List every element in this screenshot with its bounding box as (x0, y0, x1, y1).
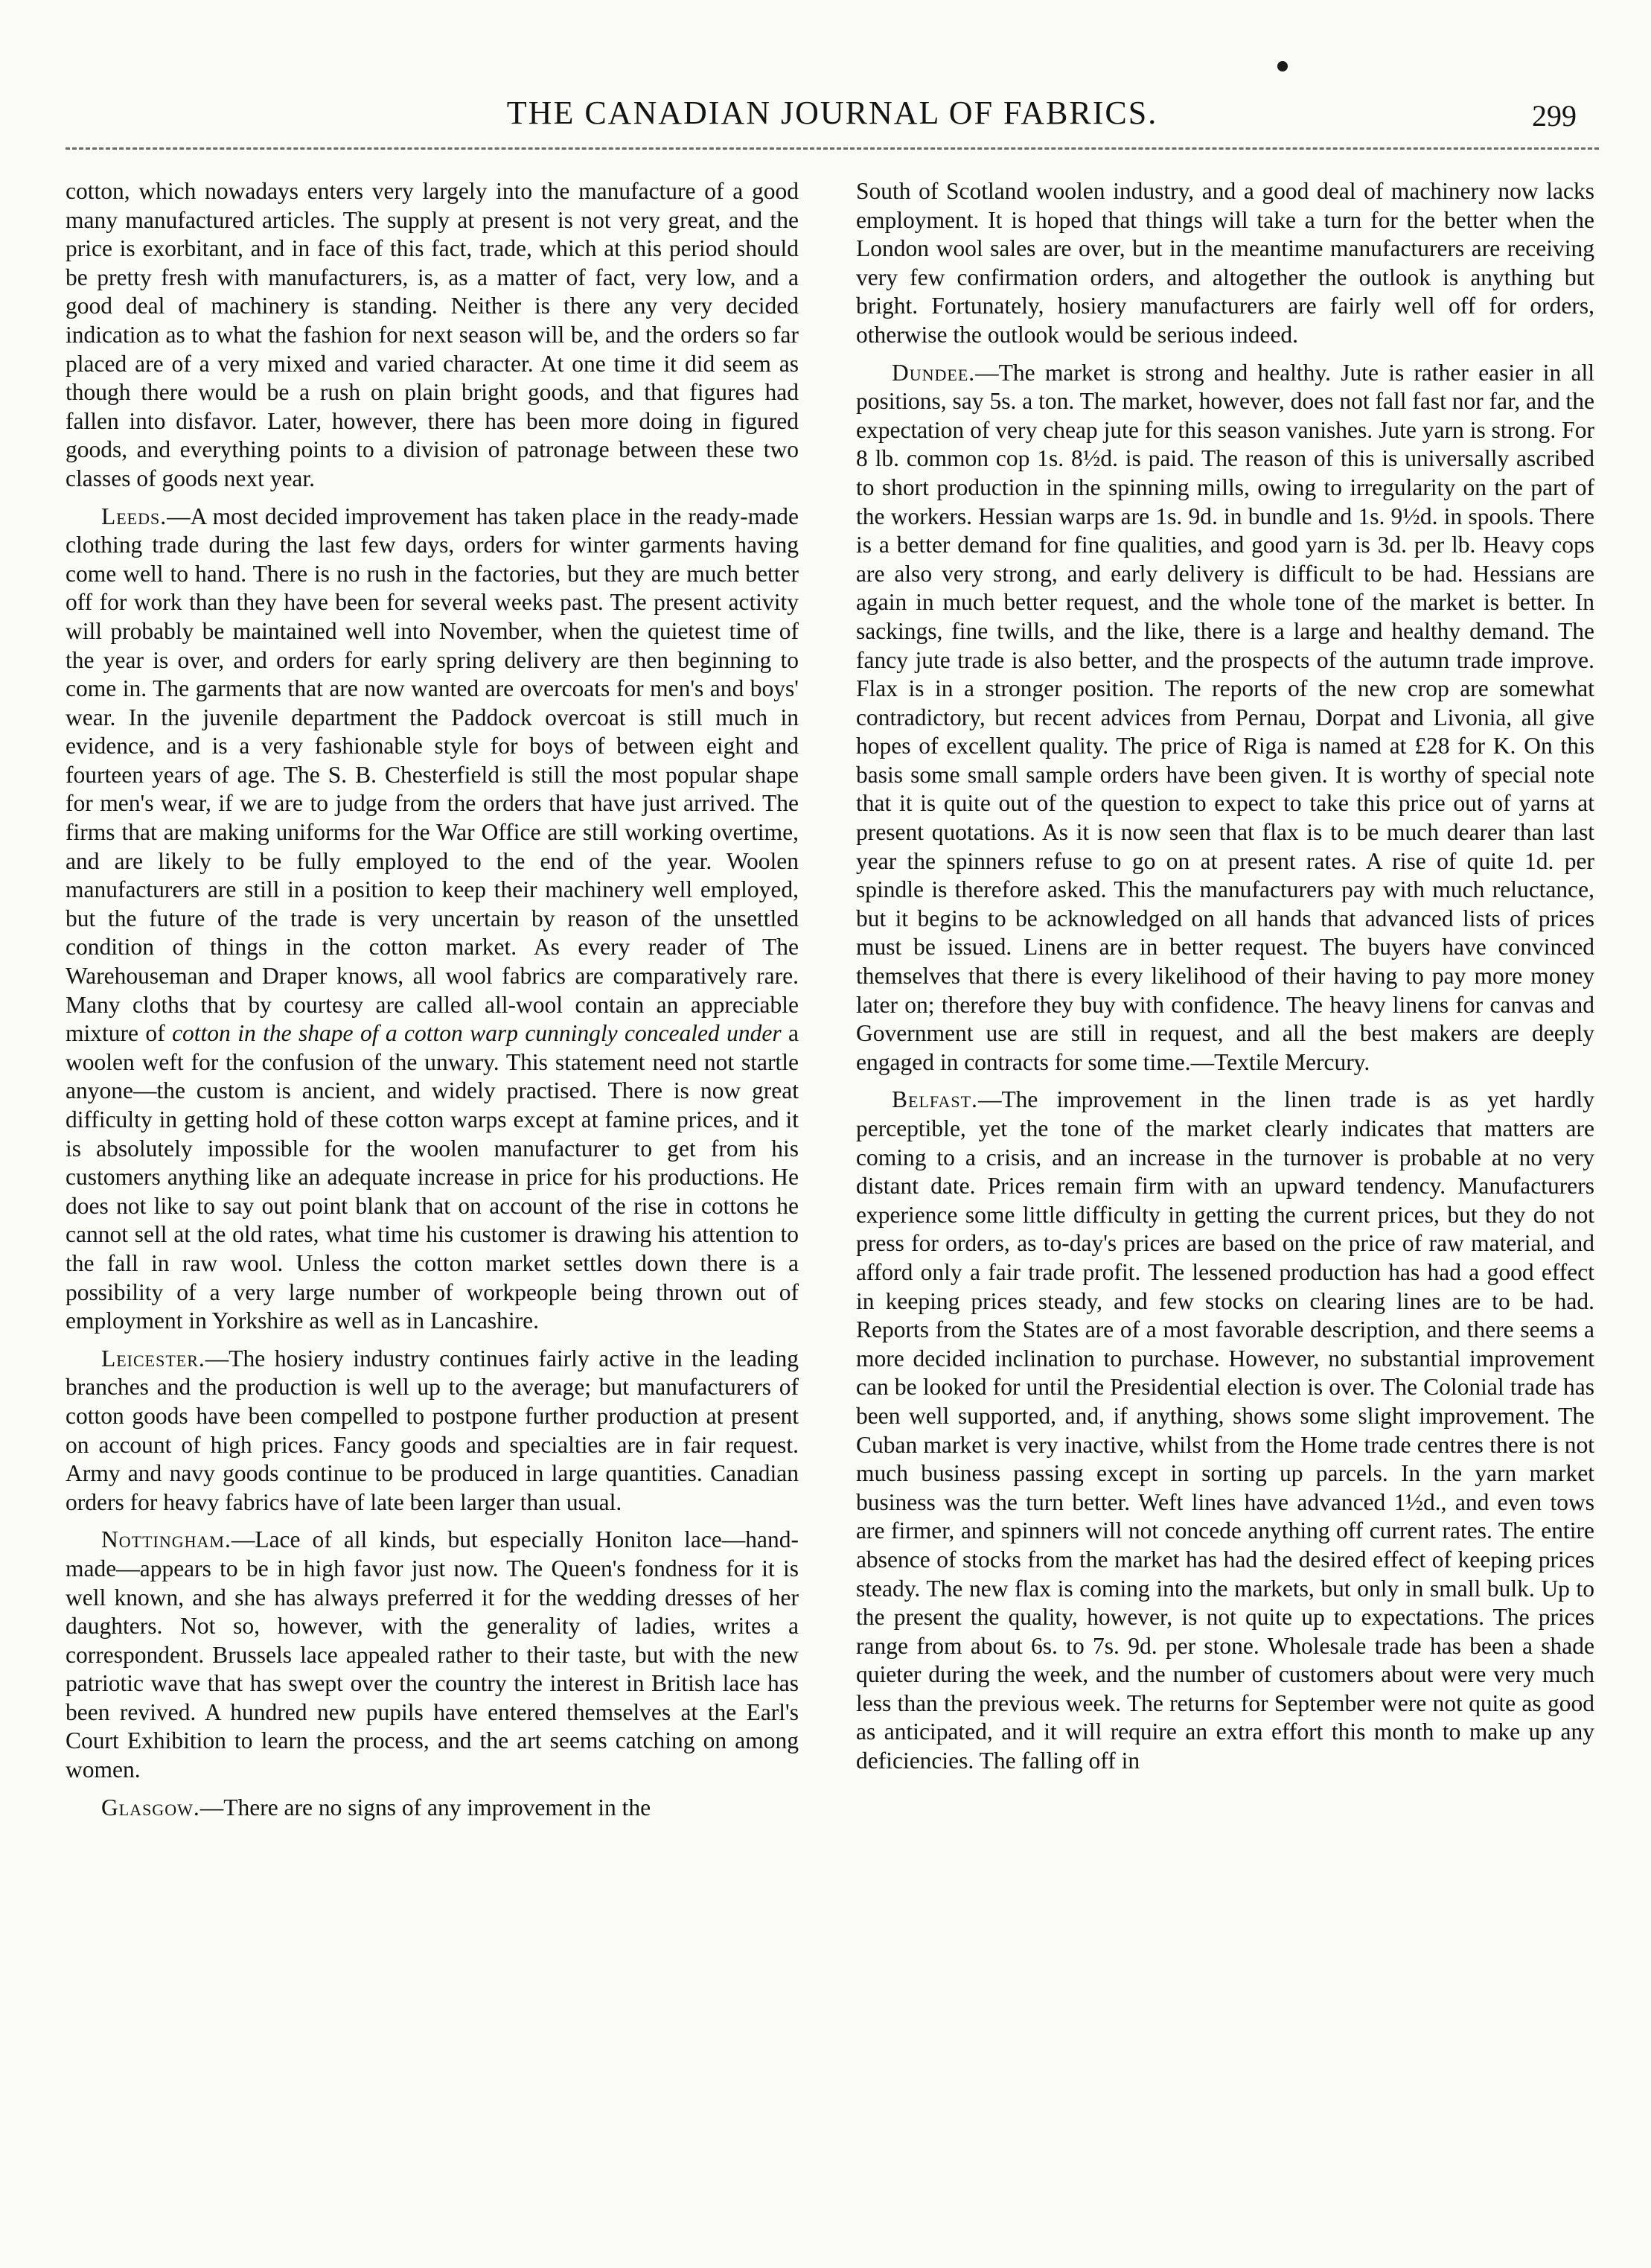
paragraph-nottingham (66, 1526, 799, 1784)
paragraph-text: a woolen weft for the confusion of the unwary. This statement need not startle anyone—the custom is ancient, and widely practised. There is now great difficulty in getting hold of these cotton warps except at famine prices, and it is absolutely impossible for the woolen manufacturer to get from his customers anything like an adequate increase in price for his productions. He does not like to say out point blank that on account of the rise in cottons he cannot sell at the old rates, what time his customer is drawing his attention to the fall in raw wool. Unless the cotton market settles down there is a possibility of a very large number of workpeople being thrown out of employment in Yorkshire as well as in Lancashire. (66, 1020, 799, 1334)
paragraph-text: —The hosiery industry continues fairly active in the leading branches and the production is well up to the average; but manufacturers of cotton goods have been compelled to postpone further production at present on account of high prices. Fancy goods and specialties are in fair request. Army and navy goods continue to be produced in large quantities. Canadian orders for heavy fabrics have of late been larger than usual. (66, 1345, 799, 1515)
paragraph-text: cotton, which nowadays enters very largely into the manufacture of a good many manufactured articles. The supply at present is not very great, and the price is exorbitant, and in face of this fact, trade, which at this period should be pretty fresh with manufacturers, is, as a matter of fact, very low, and a good deal of machinery is standing. Neither is there any very decided indication as to what the fashion for next season will be, and the orders so far placed are of a very mixed and varied character. At one time it did seem as though there would be a rush on plain bright goods, and that figures had fallen into disfavor. Later, however, there has been more doing in figured goods, and everything points to a division of patronage between these two classes of goods next year. (66, 178, 799, 491)
section-heading-glasgow: Glasgow. (101, 1794, 200, 1821)
paragraph-leeds (66, 503, 799, 1336)
section-heading-belfast: Belfast. (892, 1086, 978, 1113)
paragraph-cotton-continued (66, 177, 799, 494)
header-rule (66, 147, 1599, 150)
running-header (66, 88, 1599, 147)
paragraph-text: —The market is strong and healthy. Jute is rather easier in all positions, say 5s. a ton. The market, however, does not fall fast nor far, and the expectation of very cheap jute for this season vanishes. Jute yarn is strong. For 8 lb. common cop 1s. 8½d. is paid. The reason of this is universally ascribed to short production in the spinning mills, owing to irregularity on the part of the workers. Hessian warps are 1s. 9d. in bundle and 1s. 9½d. in spools. There is a better demand for fine qualities, and good yarn is 3d. per lb. Heavy cops are also very strong, and early delivery is difficult to be had. Hessians are again in much better request, and the whole tone of the market is better. In sackings, fine twills, and the like, there is a large and healthy demand. The fancy jute trade is also better, and the prospects of the autumn trade improve. Flax is in a stronger position. The reports of the new crop are somewhat contradictory, but recent advices from Pernau, Dorpat and Livonia, all give hopes of excellent quality. The price of Riga is named at £28 for K. On this basis some small sample orders have been given. It is worthy of special note that it is quite out of the question to expect to take this price out of yarns at present quotations. As it is now seen that flax is to be much dearer than last year the spinners refuse to go on at present rates. A rise of quite 1d. per spindle is therefore asked. This the manufacturers pay with much reluctance, but it begins to be acknowledged on all hands that advanced lists of prices must be issued. Linens are in better request. The buyers have convinced themselves that there is every likelihood of their having to pay more money later on; therefore they buy with confidence. The heavy linens for canvas and Government use are still in request, and all the best makers are deeply engaged in contracts for some time.—Textile Mercury. (856, 359, 1594, 1075)
paragraph-text: —The improvement in the linen trade is as yet hardly perceptible, yet the tone of the market clearly indicates that matters are coming to a crisis, and an increase in the turnover is probable at no very distant date. Prices remain firm with an upward tendency. Manufacturers experience some little difficulty in getting the current prices, but they do not press for orders, as to-day's prices are based on the price of raw material, and afford only a fair trade profit. The lessened production has had a good effect in keeping prices steady, and few stocks on clearing lines are to be had. Reports from the States are of a most favorable description, and there seems a more decided inclination to purchase. However, no substantial improvement can be looked for until the Presidential election is over. The Colonial trade has been well supported, and, if anything, shows some slight improvement. The Cuban market is very inactive, whilst from the Home trade centres there is not much business passing except in sorting up parcels. In the yarn market business was the turn better. Weft lines have advanced 1½d., and even tows are firmer, and spinners will not concede anything off current rates. The entire absence of stocks from the market has had the desired effect of keeping prices steady. The new flax is coming into the markets, but only in small bulk. Up to the present the quality, however, is not quite up to expectations. The prices range from about 6s. to 7s. 9d. per stone. Wholesale trade has been a shade quieter during the week, and the number of customers about were very much less than the previous week. The returns for September were not quite as good as anticipated, and it will require an extra effort this month to make up any deficiencies. The falling off in (856, 1086, 1594, 1774)
paragraph-belfast (856, 1086, 1594, 1775)
paragraph-text: South of Scotland woolen industry, and a good deal of machinery now lacks employment. It is hoped that things will take a turn for the better when the London wool sales are over, but in the meantime manufacturers are receiving very few confirmation orders, and altogether the outlook is anything but bright. Fortunately, hosiery manufacturers are fairly well off for orders, otherwise the outlook would be serious indeed. (856, 178, 1594, 348)
paragraph-glasgow (66, 1794, 799, 1823)
paragraph-dundee (856, 359, 1594, 1077)
paragraph-leicester (66, 1345, 799, 1517)
paragraph-text: —There are no signs of any improvement in the (199, 1794, 651, 1821)
italic-text: cotton in the shape of a cotton warp cunningly concealed under (172, 1020, 782, 1047)
section-heading-leicester: Leicester. (101, 1345, 205, 1372)
page-number: 299 (1532, 99, 1577, 133)
section-heading-dundee: Dundee. (892, 359, 976, 386)
paragraph-text: —A most decided improvement has taken place in the ready-made clothing trade during the last few days, orders for winter garments having come well to hand. There is no rush in the factories, but they are much better off for work than they have been for several weeks past. The present activity will probably be maintained well into November, when the quietest time of the year is over, and orders for early spring delivery are then beginning to come in. The garments that are now wanted are overcoats for men's and boys' wear. In the juvenile department the Paddock overcoat is still much in evidence, and is a very fashionable style for boys of between eight and fourteen years of age. The S. B. Chesterfield is still the most popular shape for men's wear, if we are to judge from the orders that have just arrived. The firms that are making uniforms for the War Office are still working overtime, and are likely to be fully employed to the end of the year. Woolen manufacturers are still in a position to keep their machinery well employed, but the future of the trade is very uncertain by reason of the unsettled condition of things in the cotton market. As every reader of The Warehouseman and Draper knows, all wool fabrics are comparatively rare. Many cloths that by courtesy are called all-wool contain an appreciable mixture of (66, 503, 799, 1047)
paragraph-text: —Lace of all kinds, but especially Honiton lace—hand-made—appears to be in high favor just now. The Queen's fondness for it is well known, and she has always preferred it for the wedding dresses of her daughters. Not so, however, with the generality of ladies, writes a correspondent. Brussels lace appealed rather to their taste, but with the new patriotic wave that has swept over the country the interest in British lace has been revived. A hundred new pupils have entered themselves at the Earl's Court Exhibition to learn the process, and the art seems catching on among women. (66, 1526, 799, 1783)
paragraph-glasgow-continued (856, 177, 1594, 350)
section-heading-nottingham: Nottingham. (101, 1526, 231, 1553)
left-column (66, 177, 799, 2179)
journal-title: THE CANADIAN JOURNAL OF FABRICS. (506, 95, 1158, 131)
section-heading-leeds: Leeds. (101, 503, 167, 529)
right-column (856, 177, 1594, 2179)
ink-dot (1277, 61, 1288, 71)
